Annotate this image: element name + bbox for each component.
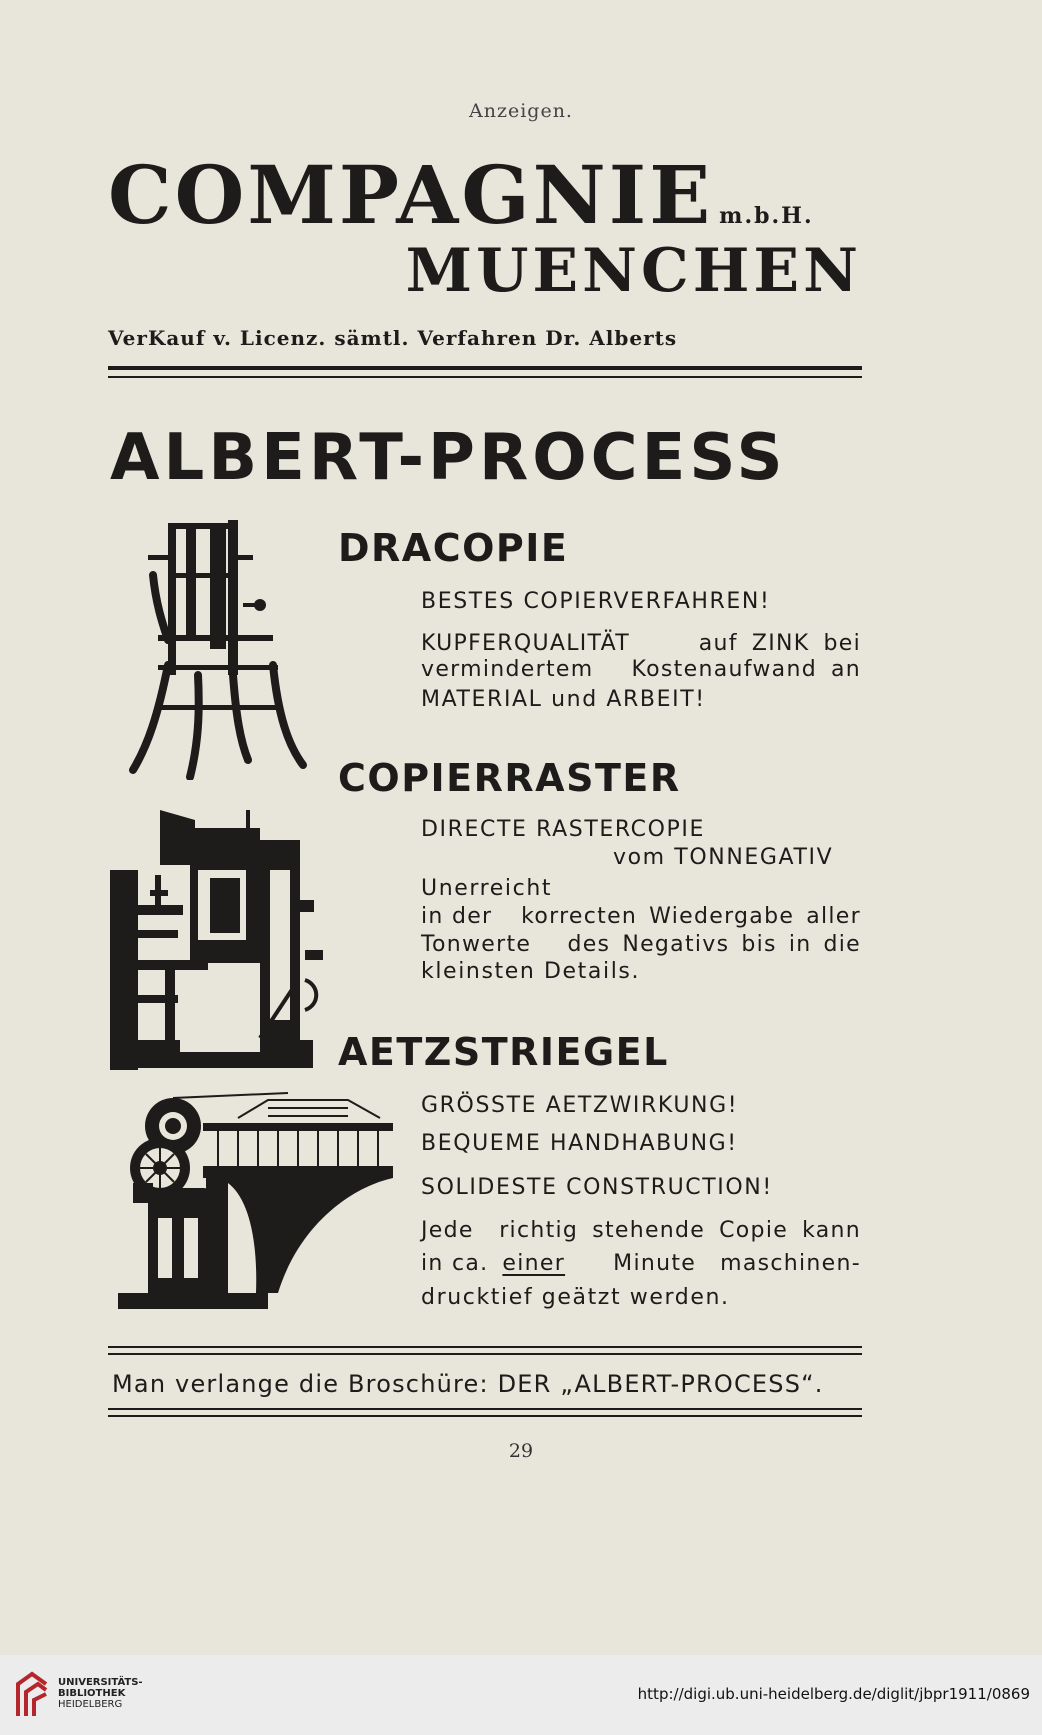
footer-rule-bottom-1 — [108, 1408, 862, 1410]
dracopie-line-1: BESTES COPIERVERFAHREN! — [421, 589, 771, 614]
dracopie-line-2-word-3: ZINK — [751, 631, 810, 656]
copierraster-line-5 — [421, 931, 861, 959]
page-number: 29 — [508, 1440, 534, 1462]
aetzstriegel-line-4 — [421, 1217, 861, 1245]
brochure-note: Man verlange die Broschüre: DER „ALBERT-PROCESS“. — [112, 1370, 824, 1398]
aetzstriegel-line-4-word-1: Jede — [421, 1218, 474, 1243]
aetzstriegel-line-4-word-2: richtig — [499, 1218, 579, 1243]
footer-rule-bottom-2 — [108, 1415, 862, 1417]
copierraster-line-4 — [421, 903, 861, 931]
library-name-line-1: UNIVERSITÄTS- — [58, 1677, 143, 1688]
aetzstriegel-line-4-word-4: Copie — [719, 1218, 789, 1243]
copierraster-line-4-word-2: korrecten — [521, 904, 638, 929]
aetzstriegel-line-5 — [421, 1250, 861, 1278]
company-tagline: VerKauf v. Licenz. sämtl. Verfahren Dr. Alberts — [108, 326, 678, 350]
footer-rule-top-1 — [108, 1346, 862, 1348]
running-head: Anzeigen. — [469, 100, 573, 122]
aetzstriegel-line-5-part-d: maschinen- — [720, 1251, 861, 1276]
company-suffix: m.b.H. — [719, 203, 814, 229]
copierraster-line-4-word-1: in der — [421, 904, 493, 929]
copierraster-line-4-word-3: Wiedergabe — [649, 904, 795, 929]
aetzstriegel-line-1: GRÖSSTE AETZWIRKUNG! — [421, 1093, 739, 1118]
copierraster-line-6: kleinsten Details. — [421, 959, 641, 984]
header-rule-thick — [108, 366, 862, 370]
copierraster-line-2: vom TONNEGATIV — [613, 845, 834, 870]
dracopie-line-3-word-3: an — [830, 657, 861, 682]
dracopie-line-3-word-2: Kostenaufwand — [631, 657, 817, 682]
dracopie-heading: DRACOPIE — [338, 526, 569, 570]
source-url-link[interactable]: http://digi.ub.uni-heidelberg.de/diglit/jbpr1911/0869 — [637, 1685, 1030, 1703]
dracopie-line-2-word-4: bei — [823, 631, 861, 656]
dracopie-line-3 — [421, 656, 861, 684]
main-title: ALBERT-PROCESS — [110, 421, 787, 495]
company-city: MUENCHEN — [405, 236, 862, 306]
aetzstriegel-heading: AETZSTRIEGEL — [338, 1030, 669, 1074]
aetzstriegel-line-4-word-5: kann — [802, 1218, 861, 1243]
dracopie-line-4: MATERIAL und ARBEIT! — [421, 687, 706, 712]
copierraster-heading: COPIERRASTER — [338, 756, 681, 800]
copierraster-line-5-word-4: bis — [741, 932, 777, 957]
header-rule-thin — [108, 376, 862, 378]
dracopie-line-2-word-1: KUPFERQUALITÄT — [421, 631, 630, 656]
dracopie-line-2 — [421, 630, 861, 658]
copierraster-line-5-word-2: des — [567, 932, 611, 957]
company-name-text: COMPAGNIE — [108, 148, 714, 242]
footer-rule-top-2 — [108, 1353, 862, 1355]
dracopie-machine-illustration — [128, 515, 308, 780]
copierraster-line-1: DIRECTE RASTERCOPIE — [421, 817, 705, 842]
dracopie-line-3-word-1: vermindertem — [421, 657, 594, 682]
aetzstriegel-line-3: SOLIDESTE CONSTRUCTION! — [421, 1175, 773, 1200]
library-name — [58, 1677, 143, 1710]
copierraster-line-3: Unerreicht — [421, 876, 553, 901]
dracopie-line-2-word-2: auf — [698, 631, 738, 656]
copierraster-line-5-word-3: Negativs — [622, 932, 730, 957]
library-footer-bar — [0, 1655, 1042, 1735]
aetzstriegel-line-5-part-a: in ca. — [421, 1251, 489, 1276]
aetzstriegel-line-4-word-3: stehende — [592, 1218, 706, 1243]
aetzstriegel-line-6: drucktief geätzt werden. — [421, 1285, 730, 1310]
copierraster-line-4-word-4: aller — [806, 904, 861, 929]
library-name-line-3: HEIDELBERG — [58, 1699, 123, 1710]
library-logo-icon — [12, 1670, 52, 1722]
library-name-line-2: BIBLIOTHEK — [58, 1688, 126, 1699]
copierraster-line-5-word-6: die — [823, 932, 861, 957]
copierraster-line-5-word-5: in — [788, 932, 812, 957]
copierraster-line-5-word-1: Tonwerte — [421, 932, 532, 957]
aetzstriegel-line-5-part-c: Minute — [613, 1251, 697, 1276]
aetzstriegel-line-2: BEQUEME HANDHABUNG! — [421, 1131, 738, 1156]
copierraster-machine-illustration — [110, 810, 325, 1072]
aetzstriegel-line-5-part-b: einer — [502, 1251, 566, 1276]
aetzstriegel-machine-illustration — [118, 1088, 398, 1313]
